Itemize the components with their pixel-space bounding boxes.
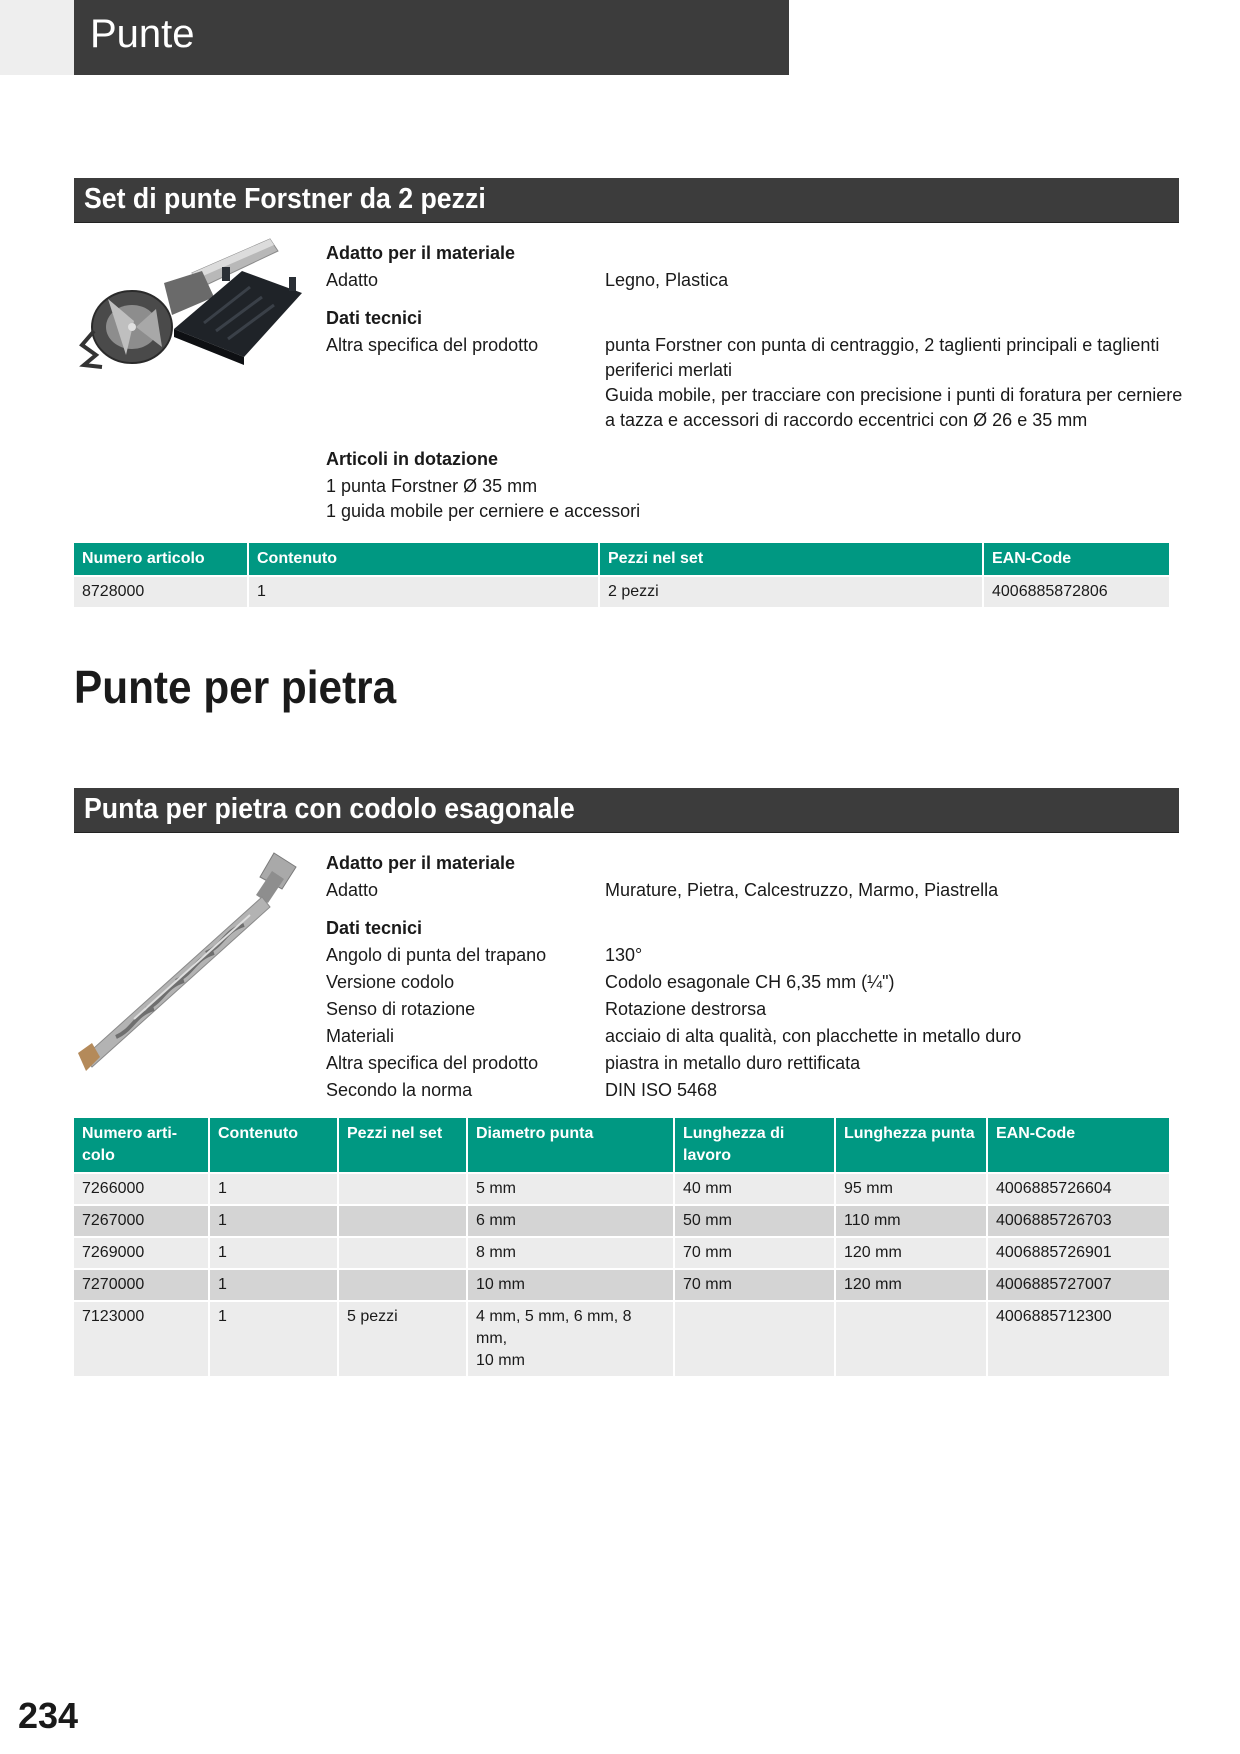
included-item: 1 punta Forstner Ø 35 mm [326, 476, 538, 496]
included-item: 1 guida mobile per cerniere e accessori [326, 501, 641, 521]
table-cell: 95 mm [835, 1173, 987, 1205]
table-row [74, 1237, 1169, 1269]
table-cell: 1 [209, 1269, 338, 1301]
material-heading: Adatto per il materiale [326, 853, 516, 873]
tech-label: Altra specifica del prodotto [326, 335, 539, 355]
table-cell: 7123000 [74, 1301, 209, 1376]
column-header: Diametro punta [467, 1118, 674, 1173]
masonry-drill-bit-image [74, 845, 306, 1077]
section-title: Punta per pietra con codolo esagonale [84, 793, 575, 825]
tech-value-line: punta Forstner con punta di centraggio, 2 taglienti principali e taglienti [605, 335, 1160, 355]
table-cell: 120 mm [835, 1237, 987, 1269]
article-table [74, 543, 1169, 607]
spec-label: Altra specifica del prodotto [326, 1053, 539, 1073]
table-cell: 1 [209, 1205, 338, 1237]
table-cell [467, 1301, 674, 1376]
table-cell: 8728000 [74, 576, 248, 607]
table-cell [338, 1269, 467, 1301]
table-cell: 4006885726703 [987, 1205, 1169, 1237]
page-number: 234 [18, 1695, 79, 1736]
column-header-line: lavoro [683, 1147, 732, 1164]
page-header [74, 0, 789, 75]
table-cell: 50 mm [674, 1205, 835, 1237]
column-header: Contenuto [248, 543, 599, 576]
tech-heading: Dati tecnici [326, 308, 423, 328]
table-cell: 40 mm [674, 1173, 835, 1205]
tech-value-line: Guida mobile, per tracciare con precisione i punti di foratura per cerniere [605, 385, 1183, 405]
material-label: Adatto [326, 270, 379, 290]
tech-heading: Dati tecnici [326, 918, 423, 938]
table-cell [338, 1205, 467, 1237]
table-row [74, 1173, 1169, 1205]
table-cell [835, 1301, 987, 1376]
column-header [74, 1118, 209, 1173]
column-header: Pezzi nel set [599, 543, 983, 576]
table-cell [338, 1237, 467, 1269]
table-row [74, 576, 1169, 607]
table-cell: 4006885726901 [987, 1237, 1169, 1269]
table-cell: 2 pezzi [599, 576, 983, 607]
category-title: Punte per pietra [74, 661, 397, 713]
table-cell [674, 1301, 835, 1376]
spec-value: Codolo esagonale CH 6,35 mm (¼") [605, 972, 895, 992]
table-cell: 7269000 [74, 1237, 209, 1269]
column-header: Pezzi nel set [338, 1118, 467, 1173]
table-cell: 1 [209, 1173, 338, 1205]
cell-line: 4 mm, 5 mm, 6 mm, 8 mm, [476, 1308, 632, 1347]
spec-value: acciaio di alta qualità, con placchette in metallo duro [605, 1026, 1022, 1046]
column-header: Contenuto [209, 1118, 338, 1173]
tech-value-line: a tazza e accessori di raccordo eccentrici con Ø 26 e 35 mm [605, 410, 1088, 430]
table-cell: 6 mm [467, 1205, 674, 1237]
column-header-line: Lunghezza di [683, 1125, 785, 1142]
spec-value: DIN ISO 5468 [605, 1080, 718, 1100]
spec-label: Versione codolo [326, 972, 455, 992]
material-value: Murature, Pietra, Calcestruzzo, Marmo, Piastrella [605, 880, 999, 900]
table-cell: 4006885712300 [987, 1301, 1169, 1376]
table-cell: 1 [209, 1301, 338, 1376]
tech-value-line: periferici merlati [605, 360, 733, 380]
material-label: Adatto [326, 880, 379, 900]
column-header-line: colo [82, 1147, 115, 1164]
column-header: Numero articolo [74, 543, 248, 576]
table-cell: 4006885726604 [987, 1173, 1169, 1205]
column-header: EAN-Code [983, 543, 1169, 576]
table-cell [338, 1173, 467, 1205]
table-cell: 7270000 [74, 1269, 209, 1301]
table-cell: 10 mm [467, 1269, 674, 1301]
table-row [74, 1301, 1169, 1376]
table-cell: 4006885727007 [987, 1269, 1169, 1301]
table-header-row [74, 1118, 1169, 1173]
spec-label: Angolo di punta del trapano [326, 945, 547, 965]
table-cell: 7267000 [74, 1205, 209, 1237]
spec-value: 130° [605, 945, 643, 965]
article-table [74, 1118, 1169, 1376]
table-cell: 1 [209, 1237, 338, 1269]
forstner-set-image [74, 235, 306, 380]
table-header-row [74, 543, 1169, 576]
table-cell: 120 mm [835, 1269, 987, 1301]
table-cell: 5 pezzi [338, 1301, 467, 1376]
table-cell: 70 mm [674, 1269, 835, 1301]
spec-value: Rotazione destrorsa [605, 999, 767, 1019]
table-row [74, 1269, 1169, 1301]
column-header [674, 1118, 835, 1173]
table-cell: 4006885872806 [983, 576, 1169, 607]
spec-label: Senso di rotazione [326, 999, 476, 1019]
header-side-strip [0, 0, 74, 75]
page-title: Punte [90, 12, 195, 56]
section-title-bar [74, 788, 1179, 833]
section-title-bar [74, 178, 1179, 223]
table-cell: 7266000 [74, 1173, 209, 1205]
spec-label: Secondo la norma [326, 1080, 473, 1100]
table-cell: 110 mm [835, 1205, 987, 1237]
cell-line: 10 mm [476, 1352, 525, 1369]
material-heading: Adatto per il materiale [326, 243, 516, 263]
column-header: EAN-Code [987, 1118, 1169, 1173]
column-header: Lunghezza punta [835, 1118, 987, 1173]
table-cell: 1 [248, 576, 599, 607]
spec-value: piastra in metallo duro rettificata [605, 1053, 861, 1073]
spec-label: Materiali [326, 1026, 395, 1046]
material-value: Legno, Plastica [605, 270, 729, 290]
included-heading: Articoli in dotazione [326, 449, 499, 469]
table-cell: 5 mm [467, 1173, 674, 1205]
table-row [74, 1205, 1169, 1237]
table-cell: 8 mm [467, 1237, 674, 1269]
column-header-line: Numero arti- [82, 1125, 178, 1142]
table-cell: 70 mm [674, 1237, 835, 1269]
section-title: Set di punte Forstner da 2 pezzi [84, 183, 486, 215]
